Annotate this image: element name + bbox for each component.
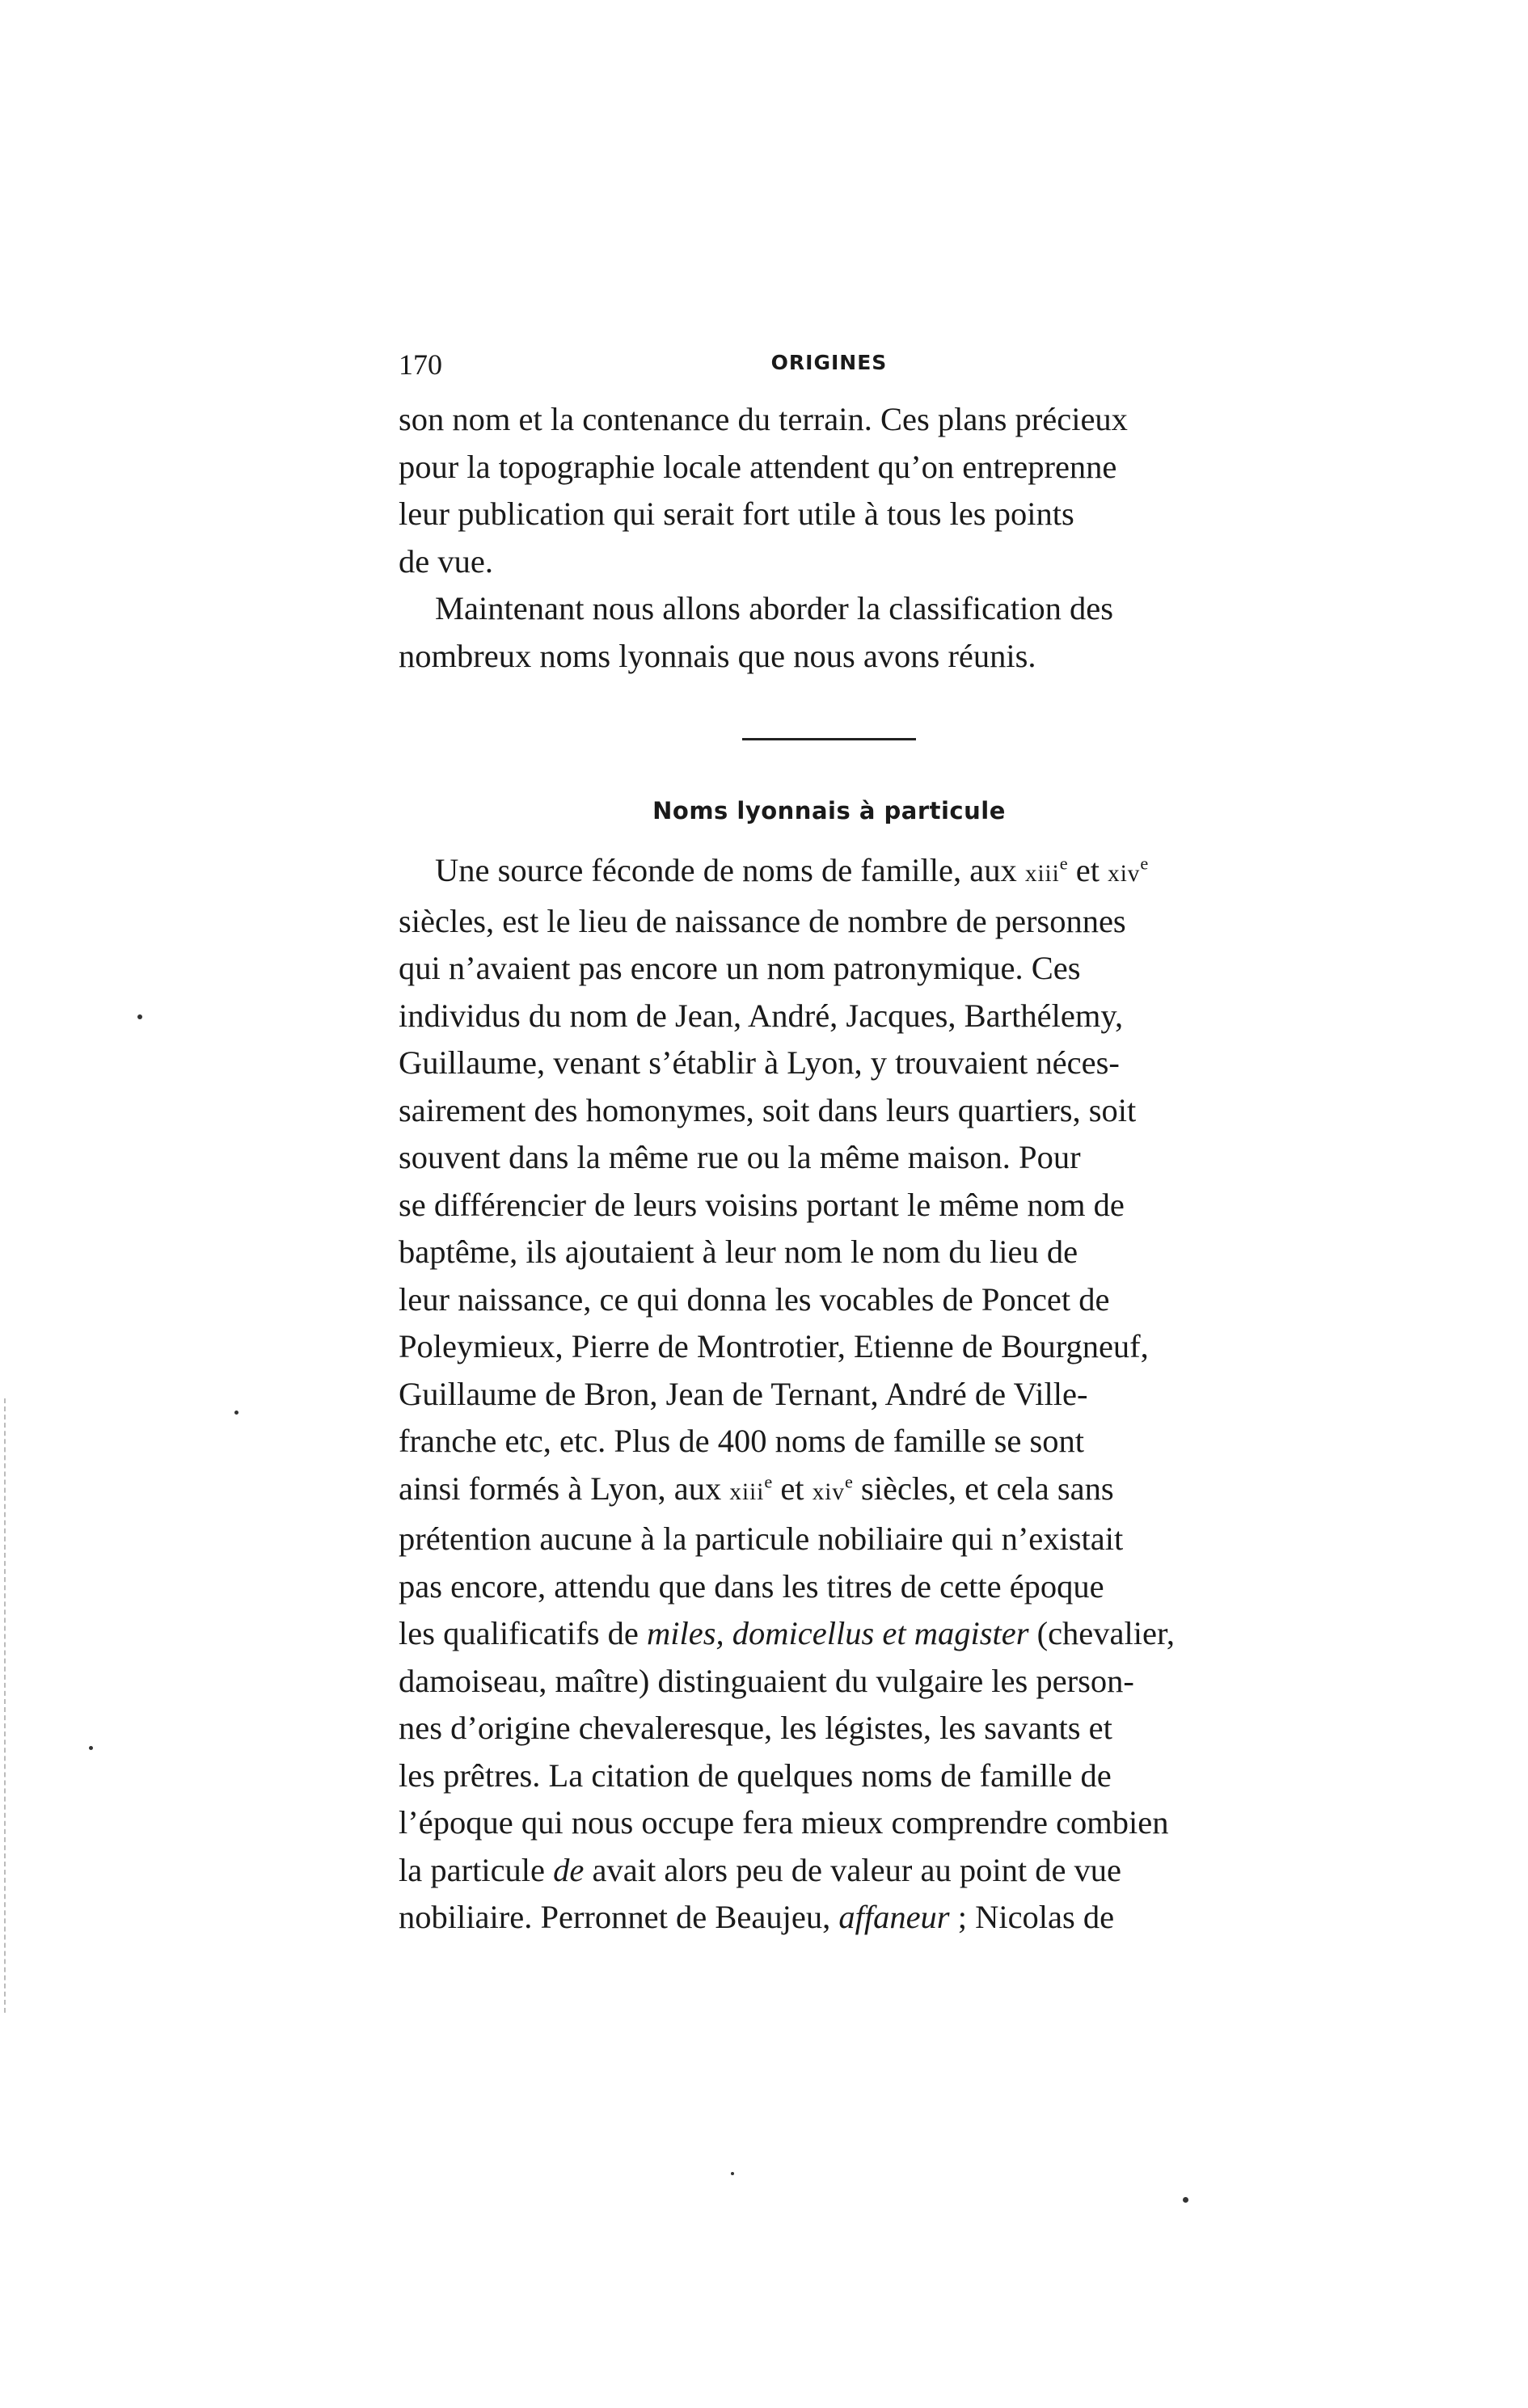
text-run: ainsi formés à Lyon, aux — [399, 1470, 730, 1507]
text-line: Guillaume de Bron, Jean de Ternant, André de Ville- — [399, 1375, 1088, 1412]
page-number: 170 — [399, 348, 442, 381]
text-line — [399, 1610, 1260, 1658]
text-line: souvent dans la même rue ou la même maison. Pour — [399, 1139, 1081, 1175]
text-line: sairement des homonymes, soit dans leurs quartiers, soit — [399, 1091, 1137, 1128]
italic-term: miles, domicellus et magister — [647, 1615, 1029, 1651]
margin-scan-marks — [4, 1398, 11, 2013]
text-run: (chevalier, — [1028, 1615, 1175, 1651]
text-line — [399, 847, 1260, 898]
scan-speck — [731, 2172, 734, 2175]
century-numeral: xiv — [812, 1478, 845, 1505]
scan-speck — [234, 1411, 238, 1415]
book-page — [399, 348, 1260, 1942]
text-run: la particule — [399, 1851, 554, 1888]
text-line: nombreux noms lyonnais que nous avons réunis. — [399, 637, 1036, 674]
text-run: et — [1067, 852, 1108, 888]
text-run: ; Nicolas de — [949, 1899, 1115, 1935]
running-title: ORIGINES — [770, 351, 888, 374]
text-line: pas encore, attendu que dans les titres de cette époque — [399, 1567, 1104, 1605]
scan-speck — [89, 1746, 93, 1750]
text-line: pour la topographie locale attendent qu’on entreprenne — [399, 448, 1117, 485]
intro-paragraph — [399, 396, 1260, 680]
text-line: baptême, ils ajoutaient à leur nom le nom du lieu de — [399, 1234, 1078, 1270]
text-line: son nom et la contenance du terrain. Ces plans précieux — [399, 401, 1128, 437]
text-line: individus du nom de Jean, André, Jacques, Barthélemy, — [399, 997, 1124, 1034]
text-run: et — [772, 1470, 813, 1507]
section-separator — [742, 738, 916, 740]
text-line: leur publication qui serait fort utile à tous les points — [399, 496, 1074, 532]
running-head — [399, 348, 1260, 396]
section-heading: Noms lyonnais à particule — [652, 797, 1006, 824]
century-numeral: xiii — [1024, 861, 1060, 887]
superscript: e — [764, 1471, 773, 1491]
text-line: qui n’avaient pas encore un nom patronymique. Ces — [399, 950, 1081, 986]
scan-speck — [137, 1014, 142, 1019]
text-line: Maintenant nous allons aborder la classification des — [435, 590, 1114, 626]
text-line — [399, 1847, 1260, 1895]
section-body — [399, 847, 1260, 1942]
superscript: e — [844, 1471, 853, 1491]
text-run: avait alors peu de valeur au point de vue — [584, 1851, 1122, 1888]
century-numeral: xiv — [1108, 861, 1141, 887]
text-line: de vue. — [399, 542, 493, 580]
century-numeral: xiii — [729, 1478, 765, 1505]
text-run: nobiliaire. Perronnet de Beaujeu, — [399, 1899, 839, 1935]
text-line: se différencier de leurs voisins portant le même nom de — [399, 1186, 1125, 1223]
text-line: nes d’origine chevaleresque, les légistes, les savants et — [399, 1710, 1112, 1746]
text-line: franche etc, etc. Plus de 400 noms de famille se sont — [399, 1423, 1085, 1459]
text-line: damoiseau, maître) distinguaient du vulgaire les person- — [399, 1662, 1134, 1699]
text-line — [399, 1894, 1260, 1942]
text-line: leur naissance, ce qui donna les vocables de Poncet de — [399, 1280, 1110, 1318]
superscript: e — [1140, 853, 1149, 874]
scan-speck — [1183, 2197, 1188, 2203]
superscript: e — [1059, 853, 1068, 874]
text-run: Une source féconde de noms de famille, aux — [435, 852, 1025, 888]
text-line — [399, 1465, 1260, 1516]
italic-term: de — [553, 1851, 585, 1888]
text-line: siècles, est le lieu de naissance de nombre de personnes — [399, 902, 1126, 939]
italic-term: affaneur — [838, 1899, 950, 1935]
text-line: Guillaume, venant s’établir à Lyon, y trouvaient néces- — [399, 1044, 1120, 1081]
text-line: l’époque qui nous occupe fera mieux comprendre combien — [399, 1804, 1169, 1841]
text-run: les qualificatifs de — [399, 1615, 648, 1651]
text-line: les prêtres. La citation de quelques noms de famille de — [399, 1756, 1112, 1794]
text-line: prétention aucune à la particule nobiliaire qui n’existait — [399, 1520, 1124, 1557]
text-run: siècles, et cela sans — [852, 1470, 1114, 1507]
text-line: Poleymieux, Pierre de Montrotier, Etienne de Bourgneuf, — [399, 1328, 1149, 1364]
